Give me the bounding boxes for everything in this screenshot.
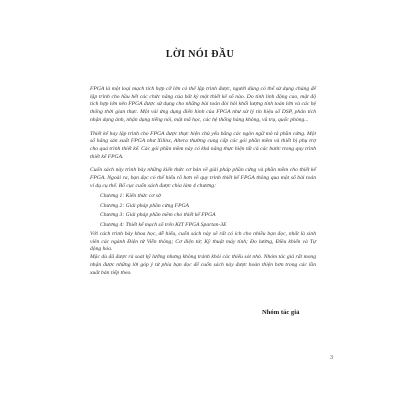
paragraph-audience: Với cách trình bày khoa học, dễ hiểu, cuốn sách này sẽ rất có ích cho nhiều bạn đọc, nhất là sinh viên các ngành Điện tử Viễn thông; Cơ điện tử; Kỹ thuật máy tính; Đo lường, Điều khiển và Tự động hóa.: [90, 231, 316, 253]
paragraph-design: Thiết kế hay lập trình cho FPGA được thực hiện chủ yếu bằng các ngôn ngữ mô tả phần cứng. Một số hãng sản xuất FPGA như Xilinx, Altera thường cung cấp các gói phần mềm và thiết bị phụ trợ cho quá trình thiết kế. Các gói phần mềm này có khả năng thực hiện tất cả các bước trong quy trình thiết kế FPGA.: [90, 130, 316, 160]
author-signature: Nhóm tác giả: [262, 309, 300, 316]
page-title: LỜI NÓI ĐẦU: [165, 49, 235, 60]
page-number: 3: [330, 355, 333, 361]
preface-body: [90, 86, 316, 283]
chapter-item-4: Chương 4: Thiết kế mạch số trên KIT FPGA Spartan-3E: [100, 221, 227, 228]
paragraph-intro: FPGA là một loại mạch tích hợp cỡ lớn có thể lập trình được, người dùng có thể sử dụng chúng để lập trình cho hầu hết các chức năng của bất kỳ một thiết kế số nào. Do tính linh động cao, mật độ tích hợp lớn nên FPGA được sử dụng cho những bài toán đòi hỏi khối lượng tính toán lớn và các hệ thống thời gian thực. Một vài ứng dụng điển hình của FPGA như xử lý tín hiệu số DSP, phân tích nhận dạng ảnh, nhận dạng tiếng nói, mật mã học, các hệ thống hàng không, vũ trụ, quốc phòng...: [90, 86, 316, 123]
chapter-item-2: Chương 2: Giải pháp phần cứng FPGA: [100, 202, 189, 209]
chapter-item-3: Chương 3: Giải pháp phần mềm cho thiết kế FPGA: [100, 212, 216, 219]
paragraph-feedback: Mặc dù đã được rà soát kỹ lưỡng nhưng không tránh khỏi các thiếu sót nhỏ. Nhóm tác giả rất mong nhận được những lời góp ý từ phía bạn đọc để cuốn sách này được hoàn thiện hơn trong các lần xuất bản tiếp theo.: [90, 254, 316, 276]
chapter-list: [90, 192, 316, 230]
chapter-item-1: Chương 1: Kiến thức cơ sở: [100, 193, 161, 200]
paragraph-structure: Cuốn sách này trình bày những kiến thức cơ bản về giải pháp phần cứng và phần mềm cho thiết kế FPGA. Ngoài ra, bạn đọc có thể hiểu rõ hơn về quy trình thiết kế FPGA thông qua một số bài toán ví dụ cụ thể. Bố cục cuốn sách được chia làm 4 chương:: [90, 167, 316, 189]
